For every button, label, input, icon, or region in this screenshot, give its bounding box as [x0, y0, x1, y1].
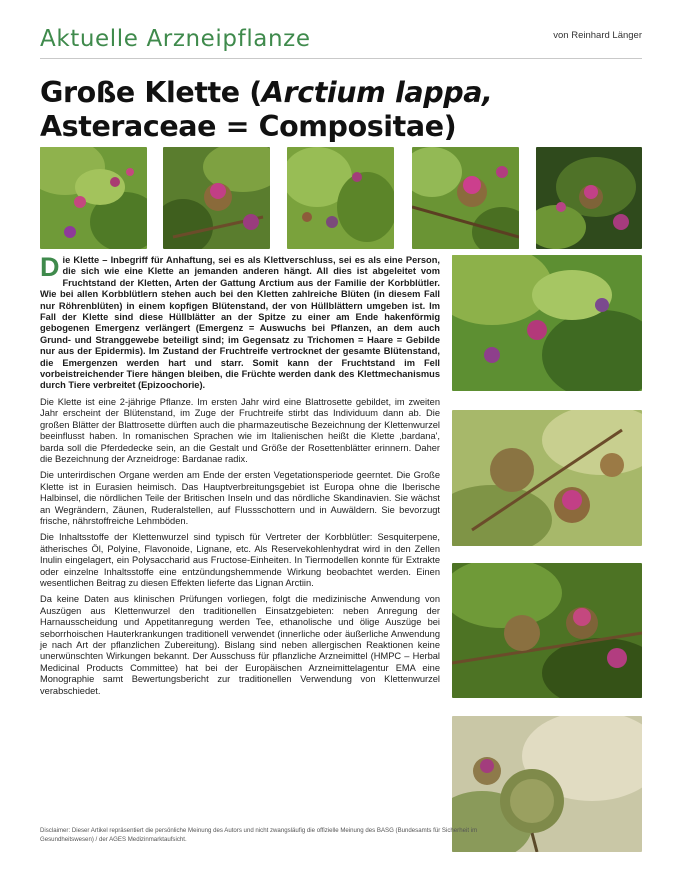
burdock-photo-3 [287, 147, 394, 249]
article-body [40, 252, 440, 702]
burdock-photo-5 [536, 147, 642, 249]
burdock-photo-1 [40, 147, 147, 249]
body-paragraph: Die Klette ist eine 2-jährige Pflanze. Im ersten Jahr wird eine Blattrosette gebildet, im zweiten Jahr erscheint der Blütenstand, im Zuge der Fruchtreife stirbt das Individuum dann ab. Die großen Blätter der Blattrosette dürften auch die pharmazeutische Bezeichnung der Klettenwurzel beeinflusst haben. In romanischen Sprachen wie im Italienischen heißt die Klette ‚bardana', barda soll die Pferdedecke sein, an die Gestalt und Größe der Rosettenblätter erinnern. Daher die Bezeichnung der Arzneidroge: Bardanae radix. [40, 396, 440, 464]
burdock-photo-8 [452, 563, 642, 698]
title-plain-start: Große Klette ( [40, 76, 262, 109]
body-paragraph: Da keine Daten aus klinischen Prüfungen vorliegen, folgt die medizinische Anwendung von Auszügen aus Klettenwurzel den traditionellen Einsatzgebieten: neben Anregung der Harnausscheidung und Appetitanregung werden Tee, ethanolische und ölige Auszüge bei seborrhoischen Hauterkrankungen traditionell verwendet (innerliche oder äußerliche Anwendung je nach Art der pflanzlichen Zubereitung). Bislang sind neben allergischen Reaktionen keine unerwünschten Wirkungen bekannt. Der Ausschuss für pflanzliche Arzneimittel (HMPC – Herbal Medicinal Products Committee) hat bei der Europäischen Arzneimittelagentur EMA eine Monographie samt Bewertungsbericht zur traditionellen Verwendung von Klettenwurzel verabschiedet. [40, 594, 440, 696]
page-header [40, 26, 642, 59]
burdock-photo-7 [452, 410, 642, 546]
disclaimer: Disclaimer: Dieser Artikel repräsentiert die persönliche Meinung des Autors und nicht zwangsläufig die offizielle Meinung des BASG (Bundesamts für Sicherheit im Gesundheitswesen) / der AGES Medizinmarktaufsicht. [40, 827, 478, 843]
lead-paragraph [40, 252, 440, 392]
section-title: Aktuelle Arzneipflanze [40, 26, 311, 52]
drop-cap: D [40, 252, 60, 282]
lead-text: ie Klette – Inbegriff für Anhaftung, sei es als Klettverschluss, sei es als eine Person, die sich wie eine Klette an jemanden anderen hängt. All dies ist abgeleitet vom Fruchtstand der Kletten, Arten der Gattung Arctium aus der Familie der Korbblütler. Wie bei allen Korbblütlern stehen auch bei den Kletten zahlreiche Blüten (in diesem Fall nur Röhrenblüten) in einem kopfigen Blütenstand, der von Hüllblättern umgeben ist. Im Fall der Klette sind diese Hüllblätter an der Spitze zu einer am Ende hakenförmig gebogenen Emergenz verlängert (Emergenz = Auswuchs bei Pflanzen, an dem auch Grund- und Stranggewebe beteiligt sind; im Gegensatz zu Trichomen = Haare = Gebilde nur aus der Epidermis). Im Zustand der Fruchtreife vertrocknet der gesamte Blütenstand, die Emergenzen werden hart und starr. Somit kann der Fruchtstand im Fell vorbeistreichender Tiere hängen bleiben, die Früchte werden dank des Klettmechanismus durch Tiere verbreitet (Epizoochorie). [40, 255, 440, 391]
body-paragraph: Die Inhaltsstoffe der Klettenwurzel sind typisch für Vertreter der Korbblütler: Sesquiterpene, ätherisches Öl, Polyine, Flavonoide, Lignane, etc. Als Reservekohlenhydrat wird in den Zellen Inulin eingelagert, ein Polysaccharid aus Fructose-Einheiten. In Tiermodellen konnte für Extrakte oder einzelne Inhaltsstoffe eine entzündungshemmende Wirkung beobachtet werden. Einen wesentlichen Beitrag zu diesen Effekten lieferte das Lignan Arctiin. [40, 532, 440, 588]
burdock-photo-2 [163, 147, 270, 249]
title-latin-name: Arctium lappa, [261, 76, 493, 109]
burdock-photo-6 [452, 255, 642, 391]
article-title [40, 76, 650, 144]
author-byline: von Reinhard Länger [553, 30, 642, 41]
burdock-photo-4 [412, 147, 519, 249]
body-paragraph: Die unterirdischen Organe werden am Ende der ersten Vegetationsperiode geerntet. Die Große Klette ist in Eurasien heimisch. Das Hauptverbreitungsgebiet ist Europa ohne die Iberische Halbinsel, die nördlichen Teile der Britischen Inseln und das nördliche Skandinavien. Sie wächst an Wegrändern, Zäunen, Ruderalstellen, auf Flussschottern und in Auwäldern. Sie bevorzugt frische, nährstoffreiche Lehmböden. [40, 470, 440, 526]
burdock-photo-9 [452, 716, 642, 852]
title-plain-end: Asteraceae = Compositae) [40, 110, 457, 143]
